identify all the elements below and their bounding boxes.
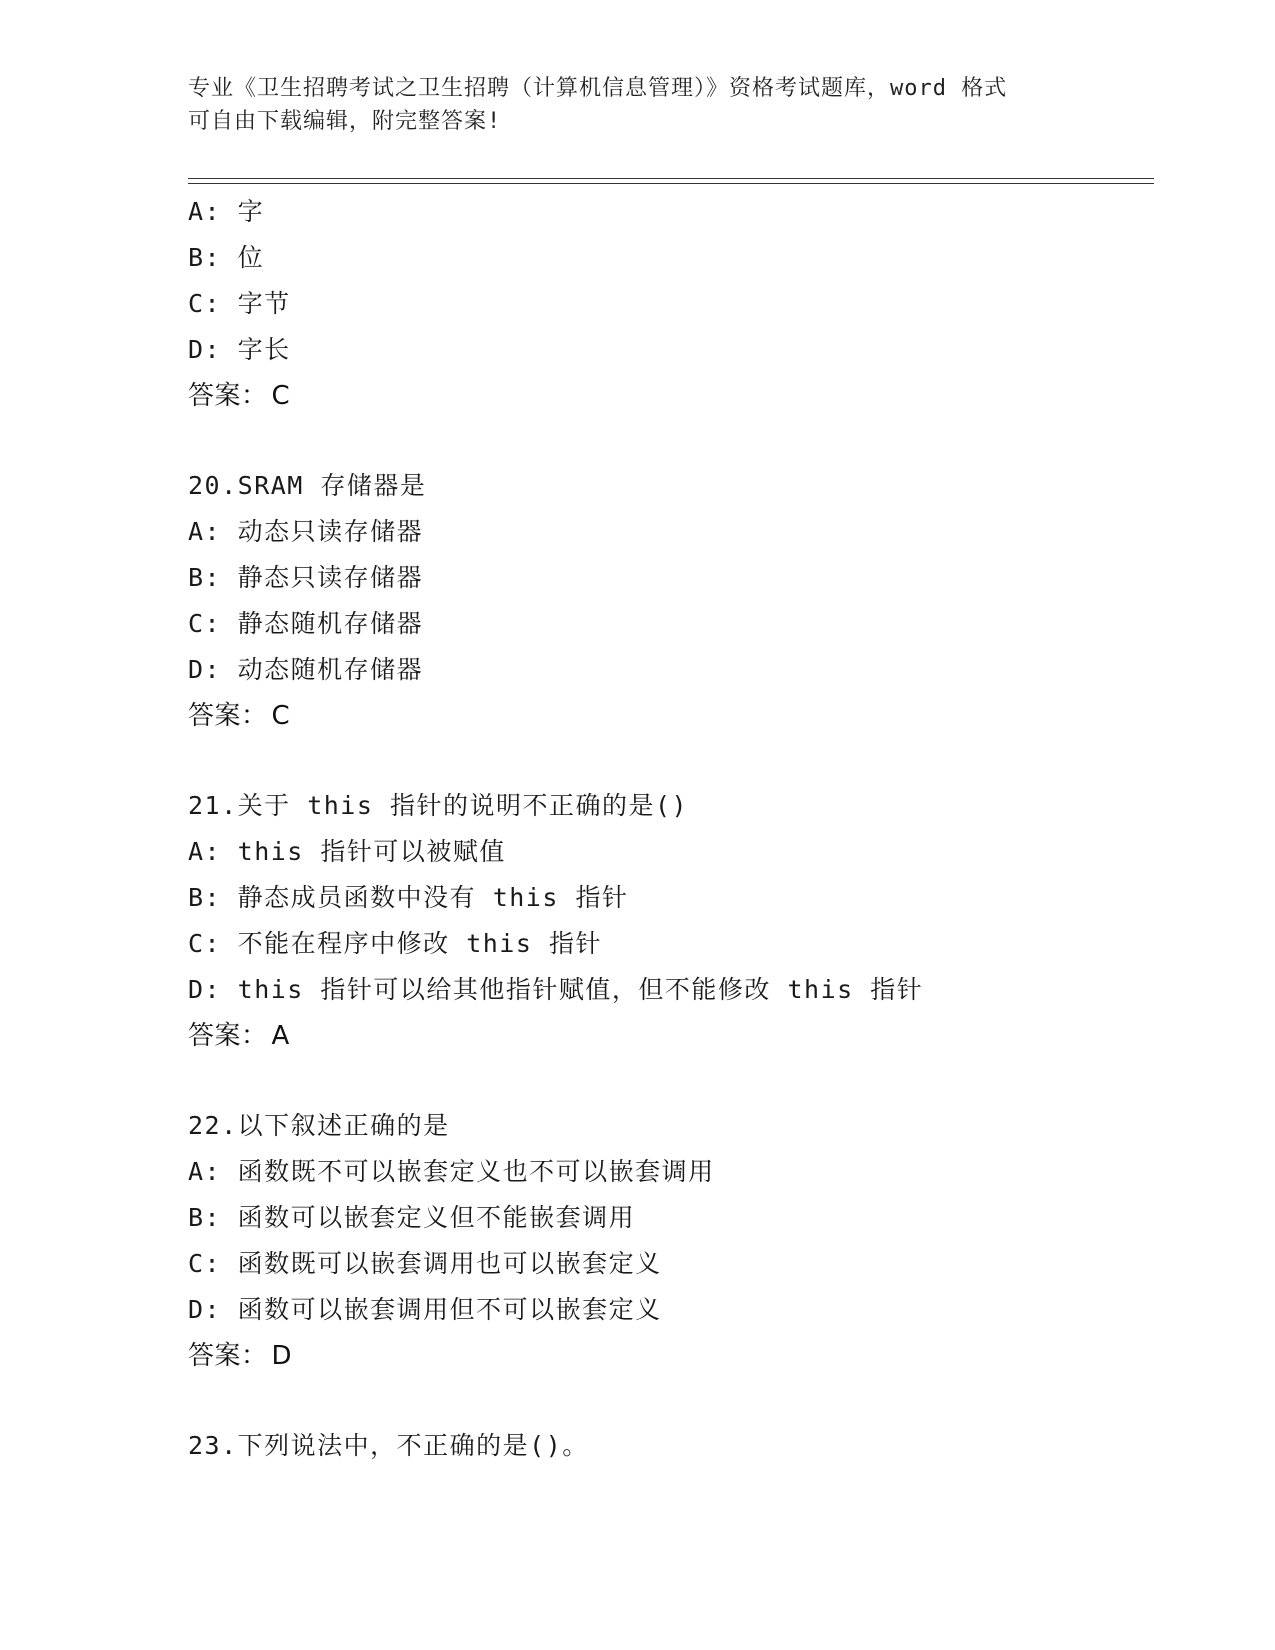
option-a: A: 函数既不可以嵌套定义也不可以嵌套调用 [188, 1157, 715, 1186]
option-a: A: this 指针可以被赋值 [188, 837, 506, 866]
answer-label: 答案： [188, 1341, 268, 1371]
option-b: B: 函数可以嵌套定义但不能嵌套调用 [188, 1203, 636, 1232]
answer-value: C [271, 381, 291, 411]
option-d: D: 字长 [188, 335, 291, 364]
option-d: D: this 指针可以给其他指针赋值，但不能修改 this 指针 [188, 975, 924, 1004]
header-line-1: 专业《卫生招聘考试之卫生招聘（计算机信息管理）》资格考试题库，word 格式 [188, 76, 1008, 101]
question-text: 23.下列说法中，不正确的是()。 [188, 1431, 589, 1460]
question-text: 22.以下叙述正确的是 [188, 1111, 450, 1140]
question-text: 20.SRAM 存储器是 [188, 471, 427, 500]
option-c: C: 静态随机存储器 [188, 609, 424, 638]
document-header [188, 72, 1088, 138]
option-c: C: 函数既可以嵌套调用也可以嵌套定义 [188, 1249, 662, 1278]
option-b: B: 静态只读存储器 [188, 563, 424, 592]
answer-line [188, 693, 1168, 739]
answer-label: 答案： [188, 1021, 268, 1051]
question-22 [188, 1103, 1168, 1379]
question-20 [188, 463, 1168, 739]
header-line-2: 可自由下载编辑，附完整答案! [188, 109, 502, 134]
option-c: C: 字节 [188, 289, 291, 318]
answer-label: 答案： [188, 381, 268, 411]
answer-value: A [271, 1021, 290, 1051]
answer-value: C [271, 701, 291, 731]
document-body [188, 189, 1168, 1469]
option-a: A: 动态只读存储器 [188, 517, 424, 546]
answer-line [188, 1013, 1168, 1059]
question-fragment [188, 189, 1168, 419]
option-b: B: 位 [188, 243, 265, 272]
option-c: C: 不能在程序中修改 this 指针 [188, 929, 602, 958]
option-b: B: 静态成员函数中没有 this 指针 [188, 883, 629, 912]
question-23 [188, 1423, 1168, 1469]
answer-line [188, 1333, 1168, 1379]
option-d: D: 动态随机存储器 [188, 655, 424, 684]
answer-value: D [271, 1341, 293, 1371]
question-21 [188, 783, 1168, 1059]
option-d: D: 函数可以嵌套调用但不可以嵌套定义 [188, 1295, 662, 1324]
answer-line [188, 373, 1168, 419]
option-a: A: 字 [188, 197, 265, 226]
answer-label: 答案： [188, 701, 268, 731]
question-text: 21.关于 this 指针的说明不正确的是() [188, 791, 689, 820]
header-divider [188, 178, 1154, 184]
